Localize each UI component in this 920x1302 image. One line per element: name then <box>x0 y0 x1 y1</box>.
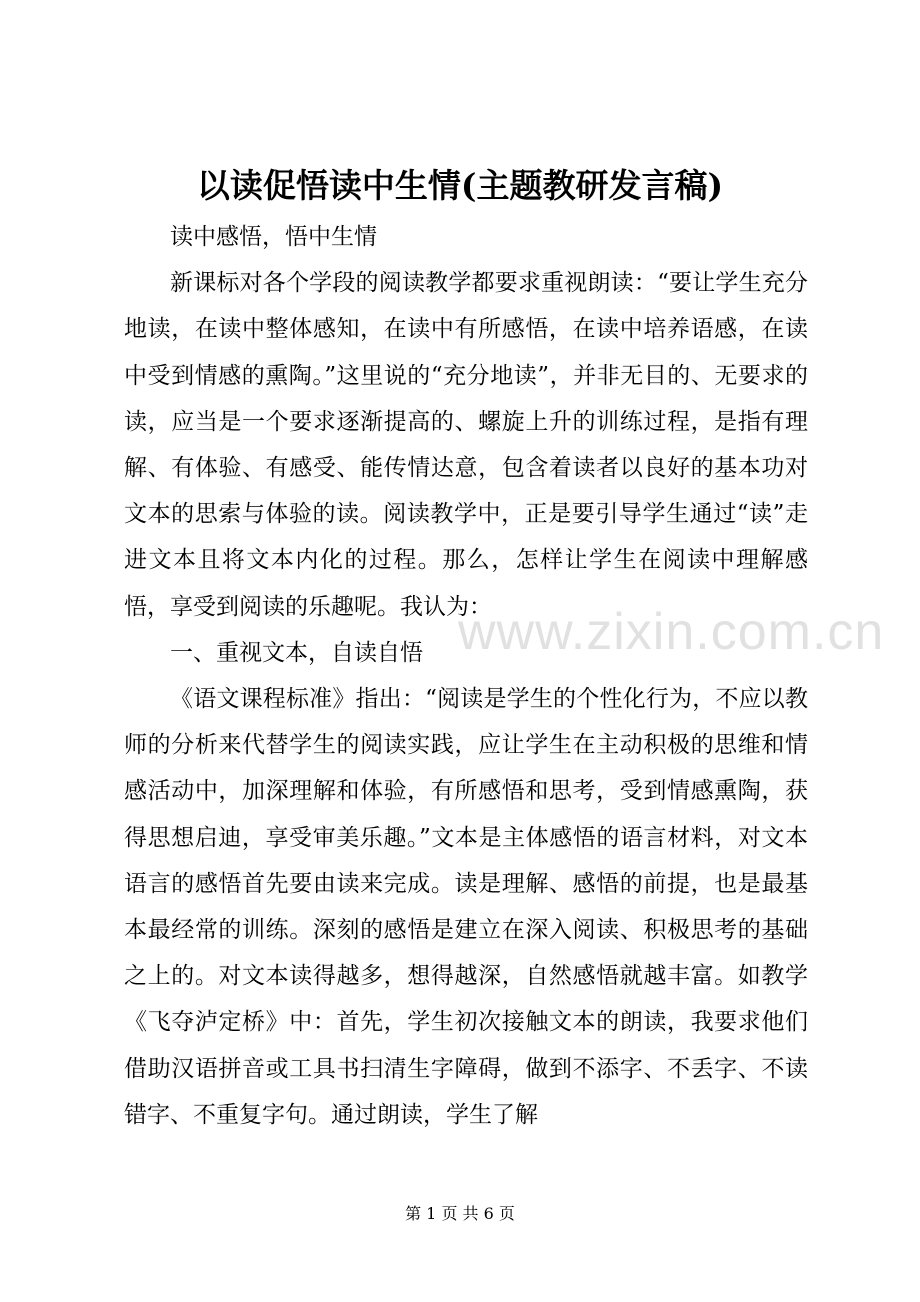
body-paragraph-2: 《语文课程标准》指出：“阅读是学生的个性化行为，不应以教师的分析来代替学生的阅读实践，应让学生在主动积极的思维和情感活动中，加深理解和体验，有所感悟和思考，受到情感熏陶，获得思想启迪，享受审美乐趣。”文本是主体感悟的语言材料，对文本语言的感悟首先要由读来完成。读是理解、感悟的前提，也是最基本最经常的训练。深刻的感悟是建立在深入阅读、积极思考的基础之上的。对文本读得越多，想得越深，自然感悟就越丰富。如教学《飞夺泸定桥》中：首先，学生初次接触文本的朗读，我要求他们借助汉语拼音或工具书扫清生字障碍，做到不添字、不丢字、不读错字、不重复字句。通过朗读，学生了解 <box>124 686 808 1128</box>
subtitle-paragraph: 读中感悟，悟中生情 <box>170 224 377 250</box>
watermark: www.zixin.com.cn <box>458 603 885 661</box>
page-footer: 第 1 页 共 6 页 <box>405 1204 515 1223</box>
section-heading-1: 一、重视文本，自读自悟 <box>170 639 423 666</box>
document-title: 以读促悟读中生情(主题教研发言稿) <box>196 166 724 205</box>
body-paragraph-1: 新课标对各个学段的阅读教学都要求重视朗读：“要让学生充分地读，在读中整体感知，在读中有所感悟，在读中培养语感，在读中受到情感的熏陶。”这里说的“充分地读”，并非无目的、无要求的读，应当是一个要求逐渐提高的、螺旋上升的训练过程，是指有理解、有体验、有感受、能传情达意，包含着读者以良好的基本功对文本的思索与体验的读。阅读教学中，正是要引导学生通过“读”走进文本且将文本内化的过程。那么，怎样让学生在阅读中理解感悟，享受到阅读的乐趣呢。我认为： <box>124 270 808 620</box>
document-body <box>124 214 808 1138</box>
